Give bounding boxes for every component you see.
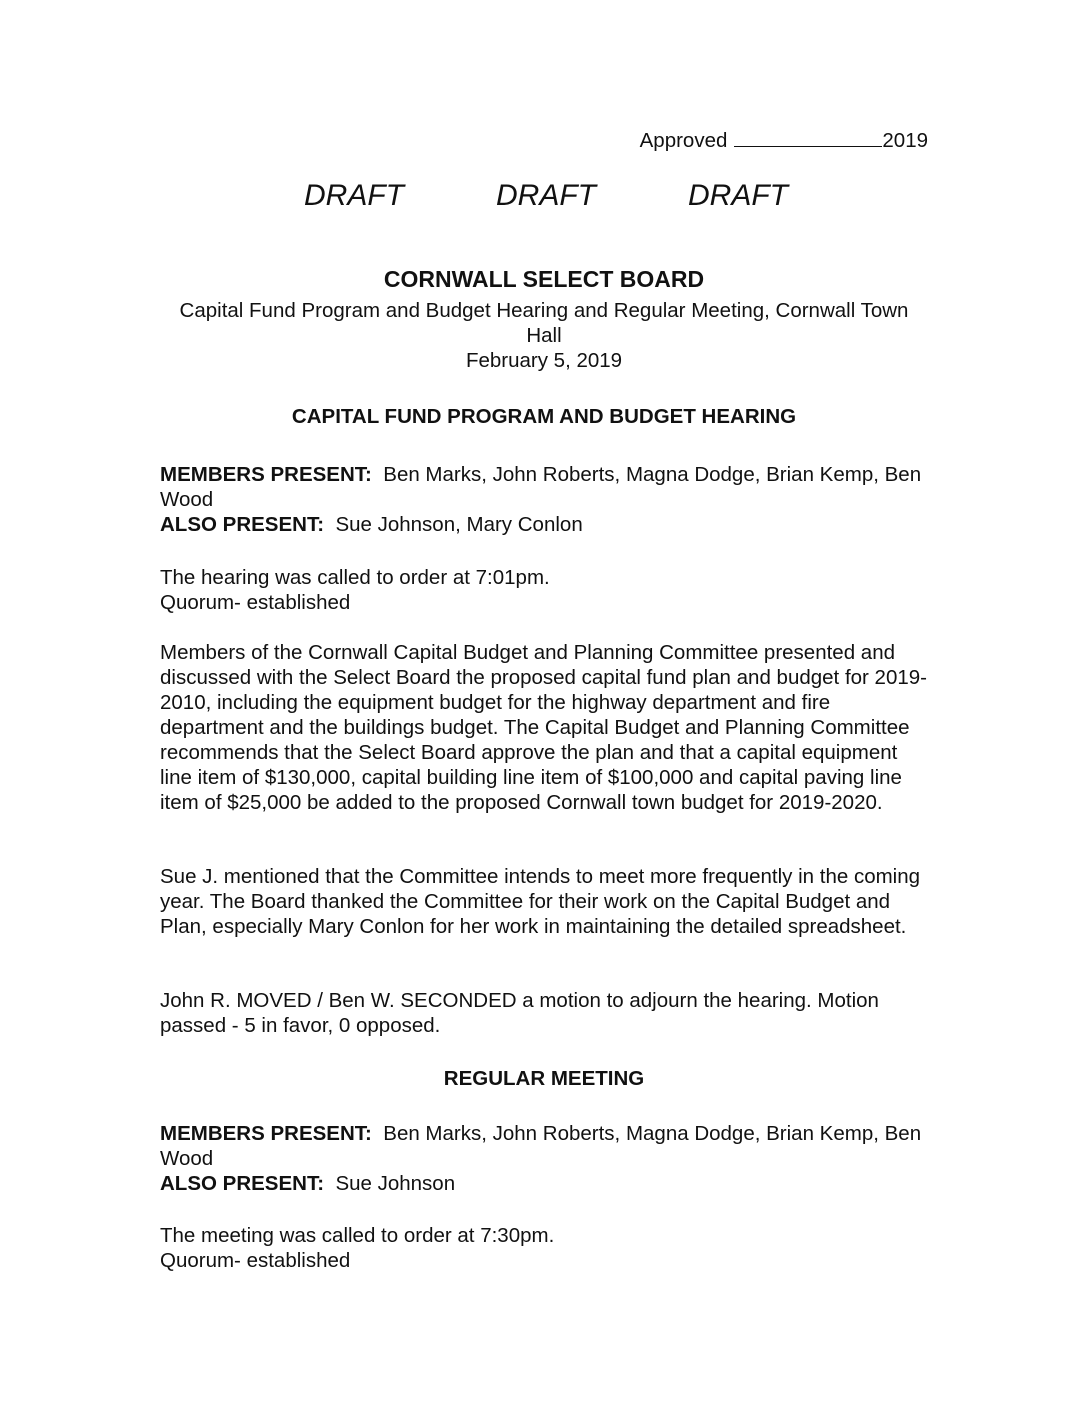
draft-mark: DRAFT [304,179,404,212]
approval-blank [734,128,882,147]
also-present-line [160,1171,930,1196]
approved-label: Approved [639,129,728,152]
paragraph-text: Sue J. mentioned that the Committee intends to meet more frequently in the coming year. The Board thanked the Committee for their work on the Capital Budget and Plan, especially Mary Conlon for her work in maintaining the detailed spreadsheet. [160,865,921,938]
hearing-opening [160,565,930,615]
draft-mark: DRAFT [496,179,596,212]
meeting-date: February 5, 2019 [465,349,623,372]
hearing-paragraph-1 [160,640,930,815]
members-present-names: Ben Marks, John Roberts, Magna Dodge, Brian Kemp, Ben Wood [160,463,922,511]
also-present-line [160,512,930,537]
members-present-label: MEMBERS PRESENT: [160,1122,372,1145]
paragraph-text: Members of the Cornwall Capital Budget and Planning Committee presented and discussed with the Select Board the proposed capital fund plan and budget for 2019-2010, including the equipment budget for the highway department and fire department and the buildings budget. The Capital Budget and Planning Committee recommends that the Select Board approve the plan and that a capital equipment line item of $130,000, capital building line item of $100,000 and capital paving line item of $25,000 be added to the proposed Cornwall town budget for 2019-2020. [160,641,927,814]
members-present-line [160,462,930,512]
also-present-label: ALSO PRESENT: [160,1172,325,1195]
also-present-names: Sue Johnson, Mary Conlon [335,513,583,536]
paragraph-text: John R. MOVED / Ben W. SECONDED a motion to adjourn the hearing. Motion passed - 5 in favor, 0 opposed. [160,989,879,1037]
quorum-status: Quorum- established [160,591,351,614]
hearing-attendance [160,462,930,537]
meeting-heading: REGULAR MEETING [443,1067,645,1090]
approval-line [640,128,928,153]
meeting-attendance [160,1121,930,1196]
members-present-line [160,1121,930,1171]
hearing-heading: CAPITAL FUND PROGRAM AND BUDGET HEARING [291,405,797,428]
document-title: CORNWALL SELECT BOARD [383,266,705,292]
document-subtitle: Capital Fund Program and Budget Hearing and Regular Meeting, Cornwall Town Hall [179,299,909,347]
call-to-order: The meeting was called to order at 7:30pm. [160,1224,555,1247]
call-to-order: The hearing was called to order at 7:01pm. [160,566,550,589]
draft-watermarks [0,178,1088,218]
quorum-status: Quorum- established [160,1249,351,1272]
hearing-paragraph-2 [160,864,930,939]
also-present-label: ALSO PRESENT: [160,513,325,536]
members-present-names: Ben Marks, John Roberts, Magna Dodge, Brian Kemp, Ben Wood [160,1122,922,1170]
hearing-paragraph-3 [160,988,930,1038]
members-present-label: MEMBERS PRESENT: [160,463,372,486]
also-present-names: Sue Johnson [335,1172,456,1195]
approved-year: 2019 [882,129,928,152]
meeting-opening [160,1223,930,1273]
draft-mark: DRAFT [688,179,788,212]
